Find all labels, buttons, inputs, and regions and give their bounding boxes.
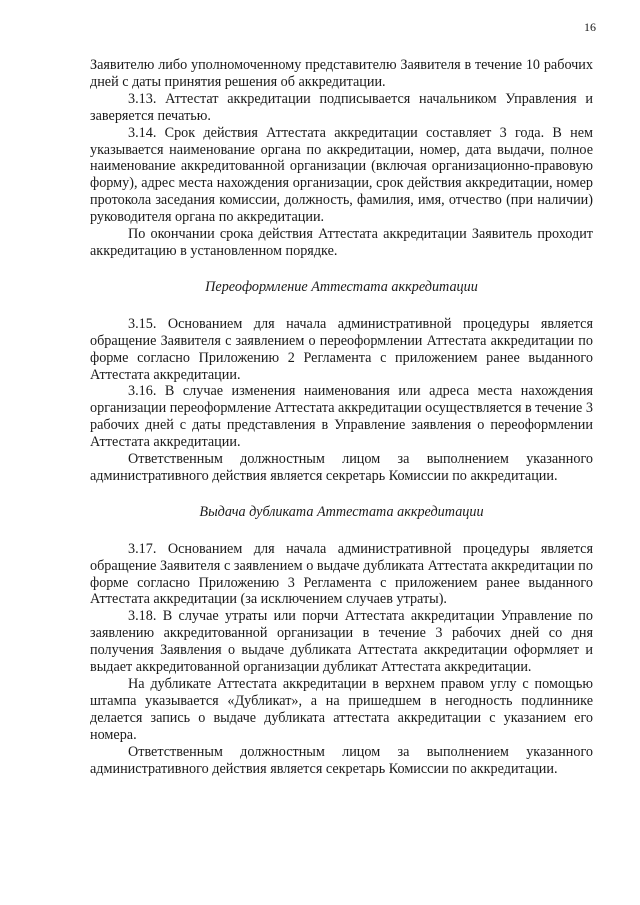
section-heading-duplicate: Выдача дубликата Аттестата аккредитации xyxy=(199,503,484,520)
paragraph-3-15: 3.15. Основанием для начала административной процедуры является обращение Заявителя с заявлением о переоформлении Аттестата аккредитации по форме согласно Приложению 2 Регламента с приложением ранее выданного Аттестата аккредитации. xyxy=(90,315,593,383)
paragraph-duplicate-stamp: На дубликате Аттестата аккредитации в верхнем правом углу с помощью штампа указывается «Дубликат», а на пришедшем в негодность подлиннике делается запись о выдаче дубликата аттестата аккредитации с указанием его номера. xyxy=(90,676,593,743)
paragraph-3-13: 3.13. Аттестат аккредитации подписывается начальником Управления и заверяется печатью. xyxy=(90,90,593,124)
paragraph-3-17: 3.17. Основанием для начала административной процедуры является обращение Заявителя с заявлением о выдаче дубликата Аттестата аккредитации по форме согласно Приложению 3 Регламента с приложением ранее выданного Аттестата аккредитации (за исключением случаев утраты). xyxy=(90,540,593,608)
document-body xyxy=(90,57,593,777)
paragraph-responsible-2: Ответственным должностным лицом за выполнением указанного административного действия является секретарь Комиссии по аккредитации. xyxy=(90,743,593,777)
paragraph-3-16: 3.16. В случае изменения наименования или адреса места нахождения организации переоформление Аттестата аккредитации осуществляется в течение 3 рабочих дней с даты представления в Управление заявления о переоформлении Аттестата аккредитации. xyxy=(90,383,593,451)
paragraph-expiry: По окончании срока действия Аттестата аккредитации Заявитель проходит аккредитацию в установленном порядке. xyxy=(90,226,593,259)
section-heading-reissue: Переоформление Аттестата аккредитации xyxy=(205,278,478,295)
paragraph-intro: Заявителю либо уполномоченному представителю Заявителя в течение 10 рабочих дней с даты принятия решения об аккредитации. xyxy=(90,57,593,90)
paragraph-3-14: 3.14. Срок действия Аттестата аккредитации составляет 3 года. В нем указывается наименование органа по аккредитации, номер, дата выдачи, полное наименование аккредитованной организации (включая организационно-правовую форму), адрес места нахождения организации, срок действия аккредитации, номер протокола заседания комиссии, должность, фамилия, имя, отчество (при наличии) руководителя органа по аккредитации. xyxy=(90,124,593,226)
paragraph-responsible-1: Ответственным должностным лицом за выполнением указанного административного действия является секретарь Комиссии по аккредитации. xyxy=(90,451,593,484)
page-number: 16 xyxy=(584,20,596,34)
paragraph-3-18: 3.18. В случае утраты или порчи Аттестата аккредитации Управление по заявлению аккредитованной организации в течение 3 рабочих дней со дня получения Заявления о выдаче дубликата Аттестата аккредитации оформляет и выдает аккредитованной организации дубликат Аттестата аккредитации. xyxy=(90,608,593,676)
